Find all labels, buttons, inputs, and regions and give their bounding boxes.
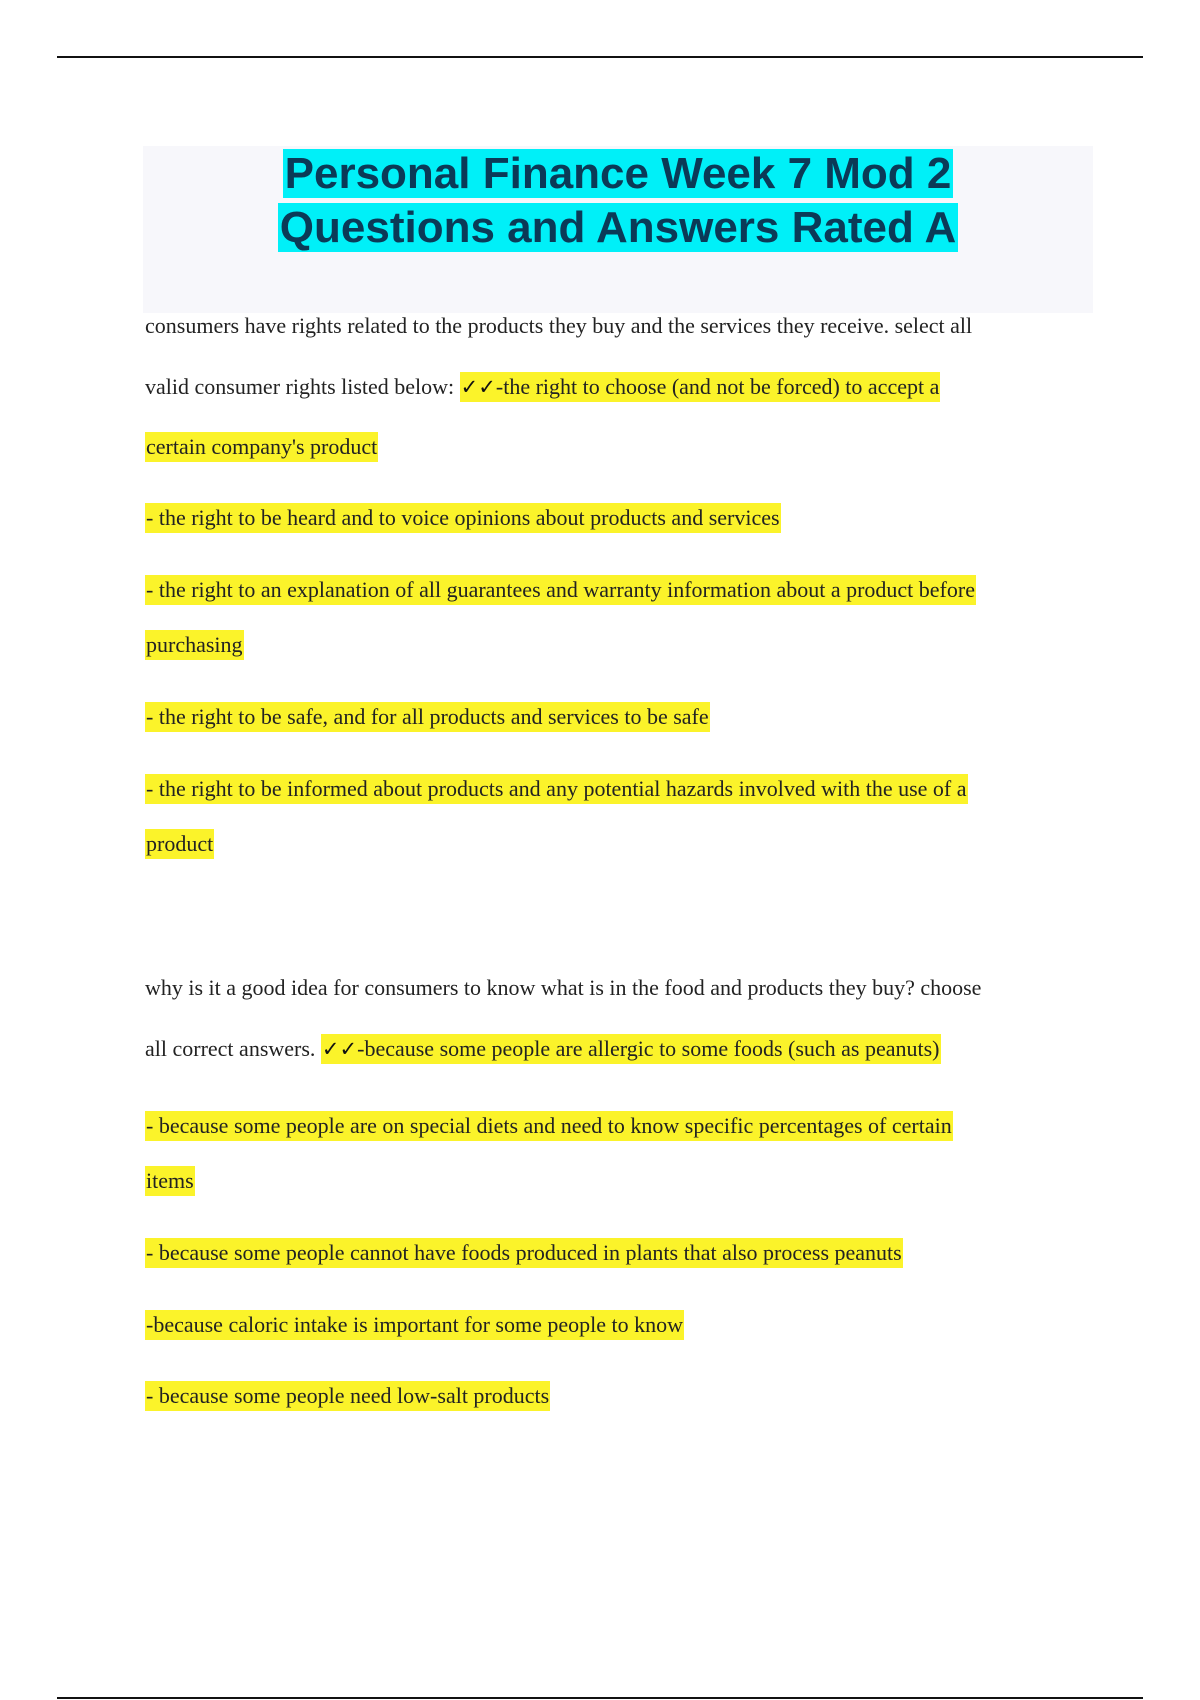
q2-question-line-1: why is it a good idea for consumers to know what is in the food and products they buy? choose	[145, 975, 982, 1000]
q2-answer-item: items	[145, 1166, 195, 1196]
q1-question-line-1: consumers have rights related to the products they buy and the services they receive. select all	[145, 313, 973, 338]
top-rule	[57, 56, 1143, 58]
q1-answer-item: purchasing	[145, 630, 244, 660]
q2-answer-item: - because some people cannot have foods produced in plants that also process peanuts	[145, 1238, 903, 1268]
q1-answer-item: - the right to be heard and to voice opinions about products and services	[145, 503, 781, 533]
q2-question-line-2: all correct answers. ✓✓-because some people are allergic to some foods (such as peanuts)	[145, 1034, 941, 1064]
page-title	[143, 146, 1093, 255]
q1-answer-item: product	[145, 829, 214, 859]
title-line-2: Questions and Answers Rated A	[279, 203, 957, 252]
q1-answer-item: - the right to be safe, and for all products and services to be safe	[145, 702, 710, 732]
q2-answer-line-1: -because some people are allergic to some foods (such as peanuts)	[357, 1036, 940, 1061]
q2-answer-item: - because some people are on special diets and need to know specific percentages of certain	[145, 1111, 953, 1141]
q1-answer-item: - the right to be informed about products and any potential hazards involved with the use of a	[145, 774, 968, 804]
q1-answer-line-1: -the right to choose (and not be forced) to accept a	[495, 374, 940, 399]
bottom-rule	[57, 1697, 1143, 1699]
checkmark-icon: ✓✓	[460, 375, 496, 399]
q1-question-line-2: valid consumer rights listed below: ✓✓-the right to choose (and not be forced) to accept a	[145, 372, 940, 402]
q1-answer-line-2: certain company's product	[145, 432, 378, 462]
q1-answer-item: - the right to an explanation of all guarantees and warranty information about a product before	[145, 575, 976, 605]
checkmark-icon: ✓✓	[321, 1037, 358, 1061]
q2-answer-item: -because caloric intake is important for some people to know	[145, 1310, 684, 1340]
title-line-1: Personal Finance Week 7 Mod 2	[284, 149, 952, 198]
q2-answer-item: - because some people need low-salt products	[145, 1381, 550, 1411]
